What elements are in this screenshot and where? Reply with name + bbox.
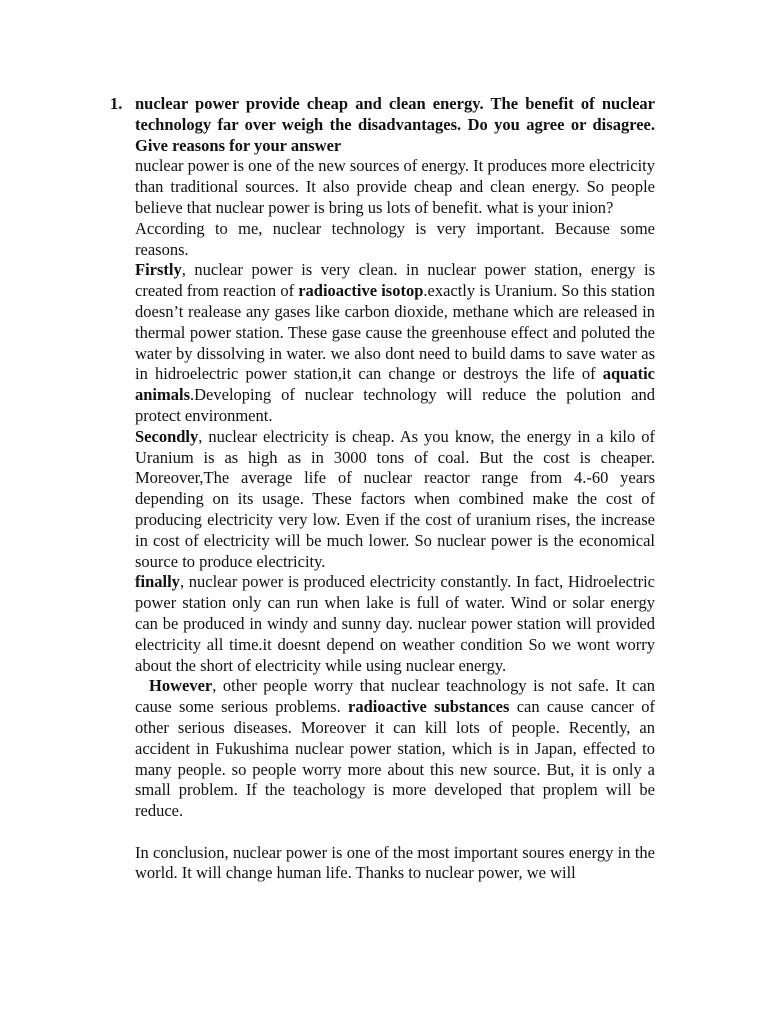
- secondly-lead: Secondly: [135, 426, 199, 446]
- term-radioactive-substances: radioactive substances: [348, 697, 510, 717]
- conclusion-paragraph: In conclusion, nuclear power is one of the most important soures energy in the world. It will change human life. Thanks to nuclear power, we will: [135, 842, 655, 883]
- however-paragraph: [135, 676, 655, 822]
- firstly-text-3: .Developing of nuclear technology will reduce the polution and protect environment.: [135, 385, 655, 425]
- term-aquatic-animals: aquatic animals: [135, 364, 655, 405]
- essay-question: nuclear power provide cheap and clean energy. The benefit of nuclear technology far over weigh the disadvantages. Do you agree or disagree. Give reasons for your answer: [135, 94, 655, 155]
- firstly-lead: Firstly: [135, 260, 182, 280]
- secondly-text: , nuclear electricity is cheap. As you know, the energy in a kilo of Uranium is as high as in 3000 tons of coal. But the cost is cheaper. Moreover,The average life of nuclear reactor range from 4.-60 years depending on its usage. These factors when combined make the cost of producing electricity very low. Even if the cost of uranium rises, the increase in cost of electricity will be much lower. So nuclear power is the economical source to produce electricity.: [135, 426, 655, 571]
- finally-paragraph: [135, 572, 655, 676]
- essay-body: [135, 94, 655, 884]
- however-text-1: , other people worry that nuclear teachnology is not safe. It can cause some serious problems.: [135, 676, 655, 717]
- intro-paragraph: nuclear power is one of the new sources of energy. It produces more electricity than traditional sources. It also provide cheap and clean energy. So people believe that nuclear power is bring us lots of benefit. what is your inion?: [135, 156, 656, 217]
- finally-lead: finally: [135, 572, 180, 592]
- secondly-paragraph: [135, 427, 655, 573]
- however-text-2: can cause cancer of other serious diseases. Moreover it can kill lots of people. Recently, an accident in Fukushima nuclear power station, which is in Japan, effected to many people. so people worry more about this new source. But, it is only a small problem. If the teachology is more developed that proplem will be reduce.: [135, 697, 655, 821]
- item-number: 1.: [110, 94, 123, 113]
- firstly-text-1: , nuclear power is very clean. in nuclear power station, energy is created from reaction of: [135, 260, 655, 301]
- however-lead: However: [149, 676, 213, 696]
- term-radioactive-isotop: radioactive isotop: [298, 281, 424, 301]
- firstly-paragraph: [135, 260, 655, 426]
- opinion-paragraph: According to me, nuclear technology is very important. Because some reasons.: [135, 218, 655, 259]
- finally-text: , nuclear power is produced electricity constantly. In fact, Hidroelectric power station only can run when lake is full of water. Wind or solar energy can be produced in windy and sunny day. nuclear power station will provided electricity all time.it doesnt depend on weather condition So we wont worry about the short of electricity while using nuclear energy.: [135, 572, 655, 675]
- firstly-text-2: .exactly is Uranium. So this station doesn’t realease any gases like carbon dioxide, methane which are released in thermal power station. These gase cause the greenhouse effect and poluted the water by dissolving in water. we also dont need to build dams to save water as in hidroelectric power station,it can change or destroys the life of: [135, 281, 655, 384]
